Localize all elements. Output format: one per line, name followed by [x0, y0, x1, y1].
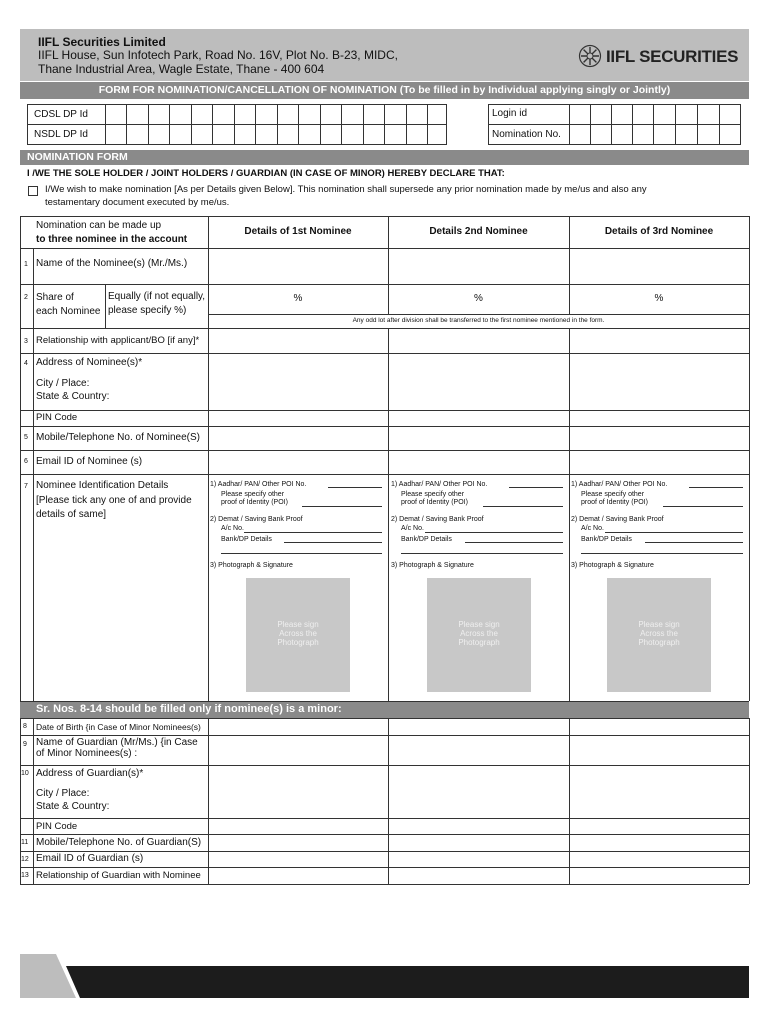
nominee3-photo-box[interactable]: Please sign Across the Photograph [607, 578, 711, 692]
photo-label: 3) Photograph & Signature [210, 562, 293, 569]
poi-input-line[interactable] [689, 487, 743, 488]
bank-dp-label: Bank/DP Details [221, 536, 272, 543]
row-12-number: 12 [21, 856, 29, 863]
photo-label: 3) Photograph & Signature [571, 562, 654, 569]
bank-dp-label: Bank/DP Details [581, 536, 632, 543]
row-4-state: State & Country: [36, 391, 110, 402]
row-5-number: 5 [24, 434, 28, 441]
row-13-label: Relationship of Guardian with Nominee [36, 870, 201, 881]
row-10-city: City / Place: [36, 788, 90, 799]
row-1-label: Name of the Nominee(s) (Mr./Ms.) [36, 258, 188, 269]
row-7-number: 7 [24, 483, 28, 490]
row-5-label: Mobile/Telephone No. of Nominee(S) [36, 432, 200, 443]
row-6-label: Email ID of Nominee (s) [36, 456, 143, 467]
nominee3-name-field[interactable] [570, 249, 748, 283]
row-4-number: 4 [24, 360, 28, 367]
row-4-pin-code: PIN Code [36, 412, 78, 423]
row-9-label-a: Name of Guardian (Mr/Ms.) {in Case [36, 737, 198, 748]
ac-no-label: A/c No. [581, 525, 604, 532]
nominee1-photo-box[interactable]: Please sign Across the Photograph [246, 578, 350, 692]
demat-label: 2) Demat / Saving Bank Proof [571, 516, 664, 523]
nomination-form-header: NOMINATION FORM [27, 151, 128, 163]
footer-decoration [0, 950, 768, 1010]
login-id-label: Login id [492, 108, 528, 119]
row-2-sub-b: please specify %) [108, 305, 187, 316]
poi-input-line[interactable] [328, 487, 382, 488]
nominee3-share-percent[interactable]: % [654, 293, 664, 304]
logo-text: IIFL SECURITIES [606, 47, 739, 66]
row-10-pin-code: PIN Code [36, 821, 78, 832]
row-8-number: 8 [23, 723, 27, 730]
row-13-number: 13 [21, 872, 29, 879]
col-1st-nominee: Details of 1st Nominee [244, 226, 352, 237]
poi-label: 1) Aadhar/ PAN/ Other POI No. [210, 481, 307, 488]
company-address-line2: Thane Industrial Area, Wagle Estate, Thane - 400 604 [38, 62, 325, 76]
nominee2-name-field[interactable] [389, 249, 568, 283]
nsdl-dp-id-label: NSDL DP Id [34, 129, 88, 140]
form-title: FORM FOR NOMINATION/CANCELLATION OF NOMINATION (To be filled in by Individual applying singly or Jointly) [98, 84, 671, 96]
ac-no-label: A/c No. [401, 525, 424, 532]
poi-sub-a: Please specify other [581, 491, 645, 498]
poi-sub-b: proof of Identity (POI) [401, 499, 468, 506]
bank-dp-input-line-2[interactable] [401, 553, 563, 554]
odd-lot-note: Any odd lot after division shall be transferred to the first nominee mentioned in the form. [352, 317, 605, 324]
ac-no-label: A/c No. [221, 525, 244, 532]
row-6-number: 6 [24, 458, 28, 465]
checkbox-text-line2: testamentary document executed by me/us. [45, 197, 230, 208]
cdsl-dp-id-label: CDSL DP Id [34, 109, 88, 120]
row-10-state: State & Country: [36, 801, 110, 812]
row-9-number: 9 [23, 741, 27, 748]
row-12-label: Email ID of Guardian (s) [36, 853, 144, 864]
nominee1-name-field[interactable] [209, 249, 387, 283]
declaration-text: I /WE THE SOLE HOLDER / JOINT HOLDERS / GUARDIAN (IN CASE OF MINOR) HEREBY DECLARE THAT: [27, 168, 505, 179]
poi-sub-b: proof of Identity (POI) [581, 499, 648, 506]
bank-dp-input-line[interactable] [284, 542, 382, 543]
poi-sub-b: proof of Identity (POI) [221, 499, 288, 506]
demat-label: 2) Demat / Saving Bank Proof [391, 516, 484, 523]
row-2-number: 2 [24, 294, 28, 301]
bank-dp-label: Bank/DP Details [401, 536, 452, 543]
company-address-line1: IIFL House, Sun Infotech Park, Road No. 16V, Plot No. B-23, MIDC, [38, 48, 398, 62]
col-3rd-nominee: Details of 3rd Nominee [604, 226, 714, 237]
poi-other-input-line[interactable] [483, 506, 563, 507]
minor-section-header: Sr. Nos. 8-14 should be filled only if nominee(s) is a minor: [36, 703, 342, 715]
bank-dp-input-line[interactable] [465, 542, 563, 543]
iifl-logo [578, 44, 743, 70]
row-11-label: Mobile/Telephone No. of Guardian(S) [36, 837, 202, 848]
row-4-city: City / Place: [36, 378, 90, 389]
nominee1-share-percent[interactable]: % [293, 293, 303, 304]
ac-no-input-line[interactable] [244, 532, 382, 533]
poi-label: 1) Aadhar/ PAN/ Other POI No. [571, 481, 668, 488]
bank-dp-input-line[interactable] [645, 542, 743, 543]
row-2-label-b: each Nominee [36, 306, 101, 317]
row-3-number: 3 [24, 338, 28, 345]
ac-no-input-line[interactable] [605, 532, 743, 533]
row-2-label-a: Share of [36, 292, 74, 303]
company-name: IIFL Securities Limited [38, 35, 166, 49]
photo-label: 3) Photograph & Signature [391, 562, 474, 569]
nomination-checkbox[interactable] [28, 186, 38, 196]
poi-other-input-line[interactable] [302, 506, 382, 507]
row-10-label: Address of Guardian(s)* [36, 768, 144, 779]
nomination-form-bar [20, 150, 749, 165]
table-header-left-line1: Nomination can be made up [36, 220, 162, 231]
row-9-label-b: of Minor Nominees(s) : [36, 748, 138, 759]
row-7-label-b: [Please tick any one of and provide [36, 495, 192, 506]
nomination-no-label: Nomination No. [492, 129, 561, 140]
row-11-number: 11 [21, 839, 29, 846]
row-7-label-c: details of same] [36, 509, 107, 520]
row-7-label-a: Nominee Identification Details [36, 480, 169, 491]
row-10-number: 10 [21, 770, 29, 777]
bank-dp-input-line-2[interactable] [581, 553, 743, 554]
logo-emblem-icon [578, 44, 602, 68]
poi-sub-a: Please specify other [401, 491, 465, 498]
table-header-left-line2: to three nominee in the account [36, 234, 188, 245]
demat-label: 2) Demat / Saving Bank Proof [210, 516, 303, 523]
bank-dp-input-line-2[interactable] [221, 553, 382, 554]
col-2nd-nominee: Details 2nd Nominee [429, 226, 528, 237]
ac-no-input-line[interactable] [425, 532, 563, 533]
poi-input-line[interactable] [509, 487, 563, 488]
row-2-sub-a: Equally (if not equally, [108, 291, 206, 302]
poi-other-input-line[interactable] [663, 506, 743, 507]
row-3-label: Relationship with applicant/BO [if any]* [36, 335, 200, 346]
row-1-number: 1 [24, 261, 28, 268]
nominee2-photo-box[interactable]: Please sign Across the Photograph [427, 578, 531, 692]
poi-label: 1) Aadhar/ PAN/ Other POI No. [391, 481, 488, 488]
checkbox-text-line1: I/We wish to make nomination [As per Details given Below]. This nomination shall supersede any prior nomination made by me/us and also any [45, 184, 647, 195]
nominee2-share-percent[interactable]: % [474, 293, 483, 304]
row-8-label: Date of Birth {in Case of Minor Nominees(s) [36, 722, 201, 732]
poi-sub-a: Please specify other [221, 491, 285, 498]
row-4-label: Address of Nominee(s)* [36, 357, 143, 368]
